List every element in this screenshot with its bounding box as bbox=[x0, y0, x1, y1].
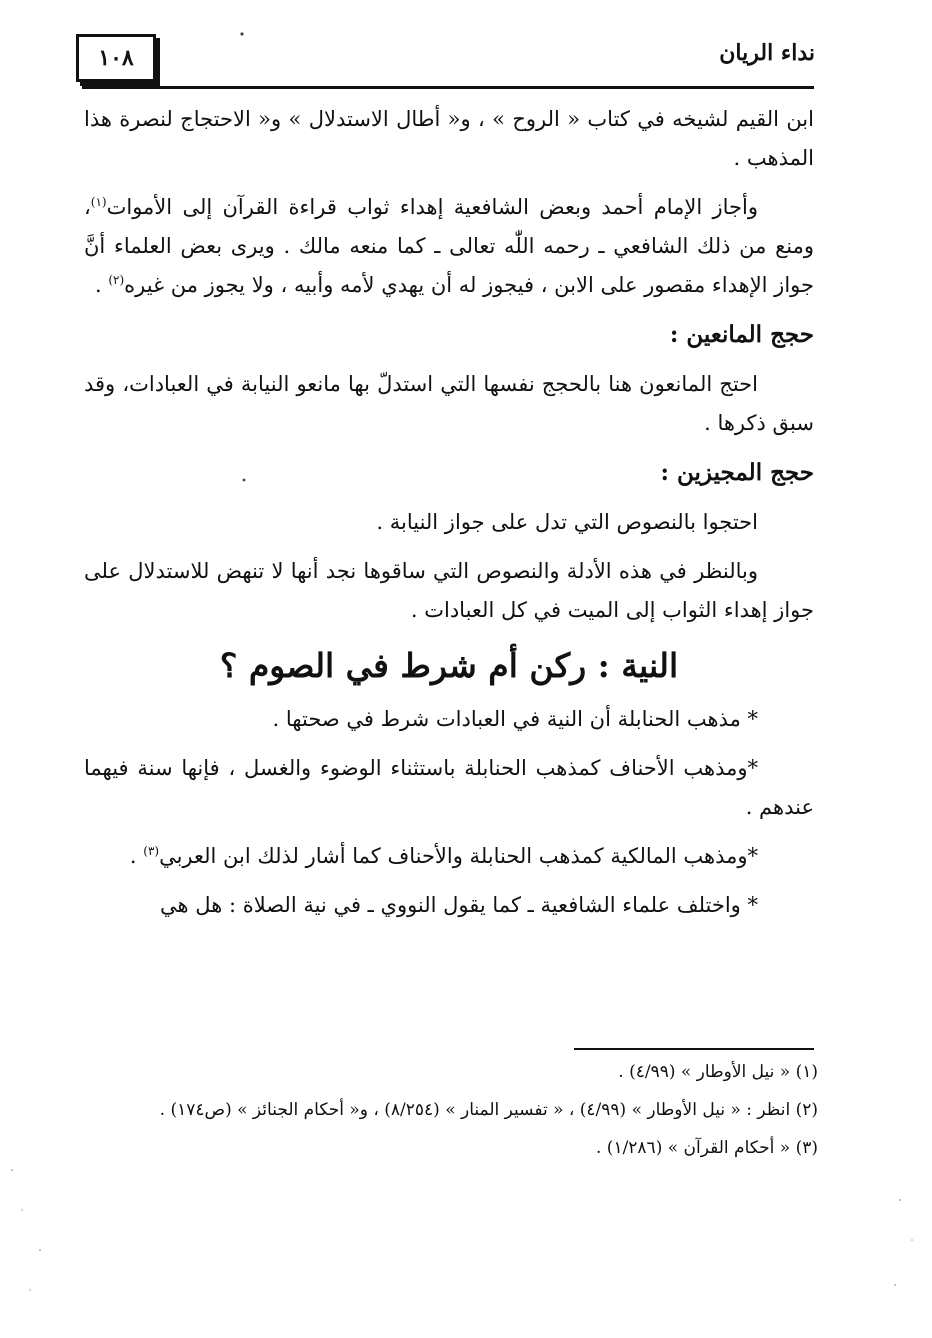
footnote-3: (٣) « أحكام القرآن » (١/٢٨٦) . bbox=[595, 1138, 818, 1158]
paragraph-analysis: وبالنظر في هذه الأدلة والنصوص التي ساقوها نجد أنها لا تنهض للاستدلال على جواز إهداء الثواب إلى الميت في كل العبادات . bbox=[84, 559, 814, 622]
page-header bbox=[80, 34, 815, 90]
paragraph-dedication-end: . bbox=[94, 273, 109, 297]
footnote-mark-3: (٣) bbox=[143, 844, 160, 858]
bullet-hanbali: * مذهب الحنابلة أن النية في العبادات شرط في صحتها . bbox=[272, 707, 758, 731]
bullet-shafii: * واختلف علماء الشافعية ـ كما يقول النووي ـ في نية الصلاة : هل هي bbox=[160, 893, 758, 917]
bullet-maliki-text: *ومذهب المالكية كمذهب الحنابلة والأحناف كما أشار لذلك ابن العربي bbox=[159, 844, 758, 868]
section-title: النية : ركن أم شرط في الصوم ؟ bbox=[219, 646, 679, 685]
footnote-1: (١) « نيل الأوطار » (٤/٩٩) . bbox=[618, 1062, 818, 1082]
paragraph-dedication bbox=[84, 188, 814, 305]
main-content bbox=[84, 100, 814, 935]
header-rule bbox=[82, 86, 814, 89]
paragraph-intro: ابن القيم لشيخه في كتاب « الروح » ، و« أطال الاستدلال » و« الاحتجاج لنصرة هذا المذهب . bbox=[84, 107, 814, 170]
paragraph-dedication-part1: وأجاز الإمام أحمد وبعض الشافعية إهداء ثواب قراءة القرآن إلى الأموات bbox=[106, 195, 758, 219]
book-title: نداء الريان bbox=[719, 40, 815, 66]
footnote-mark-1: (١) bbox=[90, 195, 107, 209]
footnote-2: (٢) انظر : « نيل الأوطار » (٤/٩٩) ، « تفسير المنار » (٨/٢٥٤) ، و« أحكام الجنائز » (ص١٧٤) . bbox=[159, 1100, 818, 1120]
paragraph-dedication-part2: ، ومنع من ذلك الشافعي ـ رحمه اللّٰه تعالى ـ كما منعه مالك . ويرى بعض العلماء أنَّ جواز الإهداء مقصور على الابن ، فيجوز له أن يهدي لأمه وأبيه ، ولا يجوز من غيره bbox=[84, 195, 814, 297]
bullet-hanafi: *ومذهب الأحناف كمذهب الحنابلة باستثناء الوضوء والغسل ، فإنها سنة فيهما عندهم . bbox=[84, 756, 814, 819]
paragraph-opponents: احتج المانعون هنا بالحجج نفسها التي استدلّ بها مانعو النيابة في العبادات، وقد سبق ذكرها . bbox=[84, 372, 814, 435]
heading-opponents: حجج المانعين : bbox=[669, 321, 814, 348]
heading-supporters: حجج المجيزين : bbox=[660, 459, 814, 486]
page-number: ١٠٨ bbox=[76, 34, 156, 82]
bullet-maliki bbox=[84, 837, 814, 876]
paragraph-supporters: احتجوا بالنصوص التي تدل على جواز النيابة . bbox=[376, 510, 758, 534]
bullet-maliki-end: . bbox=[129, 844, 144, 868]
footnotes bbox=[84, 1056, 818, 1170]
footnote-rule bbox=[574, 1048, 814, 1050]
footnote-mark-2: (٢) bbox=[108, 273, 125, 287]
